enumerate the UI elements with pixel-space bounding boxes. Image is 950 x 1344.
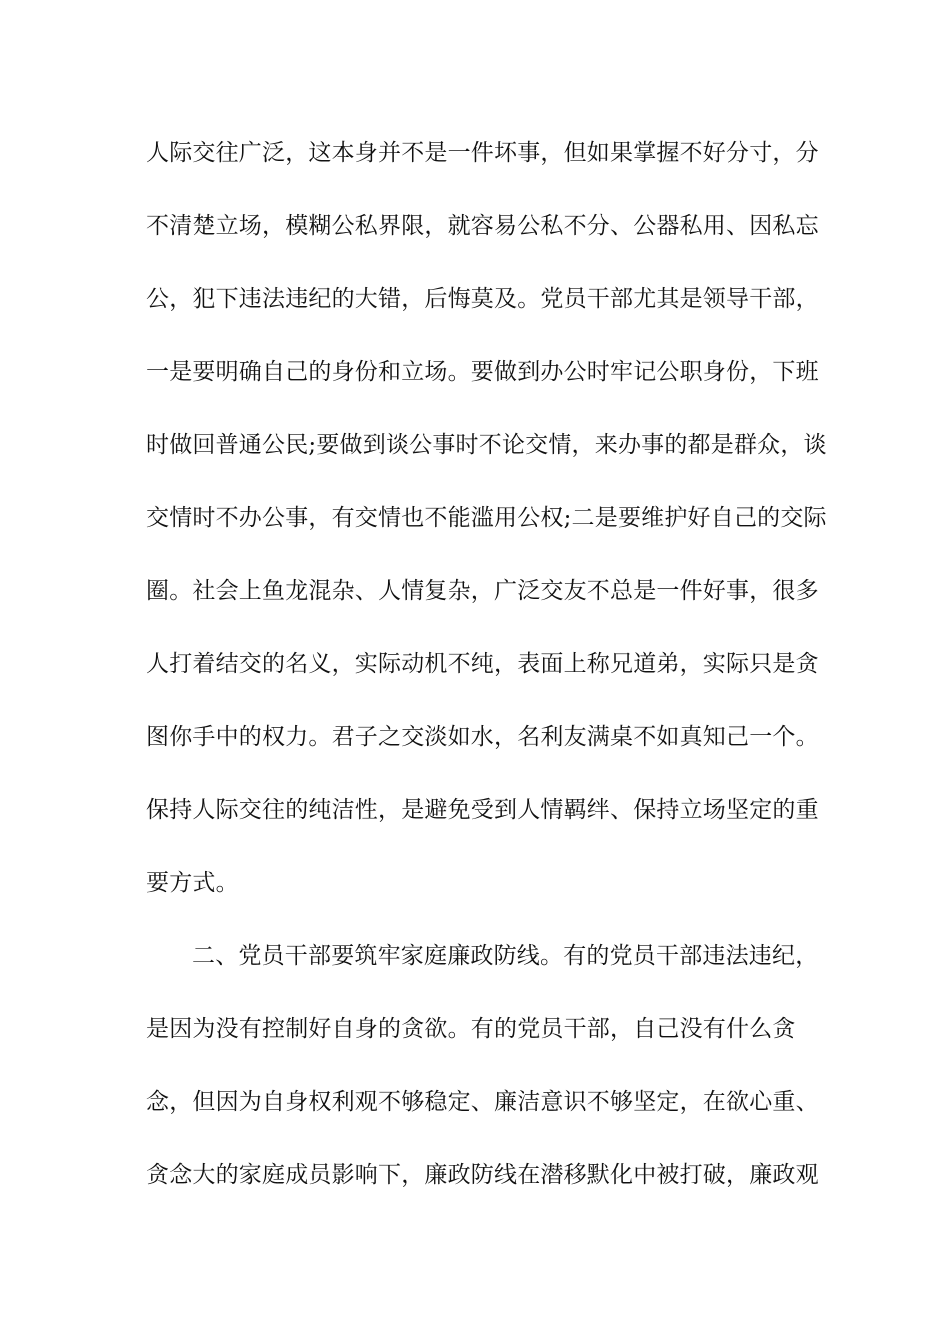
text-line: 人打着结交的名义，实际动机不纯，表面上称兄道弟，实际只是贪 [146, 651, 819, 677]
text-line: 图你手中的权力。君子之交淡如水，名利友满桌不如真知己一个。 [146, 724, 819, 750]
paragraph-heading-line: 二、党员干部要筑牢家庭廉政防线。有的党员干部违法违纪， [192, 943, 819, 969]
text-line: 公，犯下违法违纪的大错，后悔莫及。党员干部尤其是领导干部， [146, 286, 819, 312]
text-line: 贪念大的家庭成员影响下，廉政防线在潜移默化中被打破，廉政观 [146, 1162, 819, 1188]
text-line: 保持人际交往的纯洁性，是避免受到人情羁绊、保持立场坚定的重 [146, 797, 819, 823]
text-line: 不清楚立场，模糊公私界限，就容易公私不分、公器私用、因私忘 [146, 213, 819, 239]
text-line: 交情时不办公事，有交情也不能滥用公权;二是要维护好自己的交际 [146, 505, 827, 531]
text-line: 圈。社会上鱼龙混杂、人情复杂，广泛交友不总是一件好事，很多 [146, 578, 819, 604]
text-line: 时做回普通公民;要做到谈公事时不论交情，来办事的都是群众，谈 [146, 432, 827, 458]
text-line: 一是要明确自己的身份和立场。要做到办公时牢记公职身份，下班 [146, 359, 819, 385]
text-line: 是因为没有控制好自身的贪欲。有的党员干部，自己没有什么贪 [146, 1016, 796, 1042]
text-line: 要方式。 [146, 870, 239, 896]
text-line: 念，但因为自身权利观不够稳定、廉洁意识不够坚定，在欲心重、 [146, 1089, 819, 1115]
text-line: 人际交往广泛，这本身并不是一件坏事，但如果掌握不好分寸，分 [146, 140, 819, 166]
